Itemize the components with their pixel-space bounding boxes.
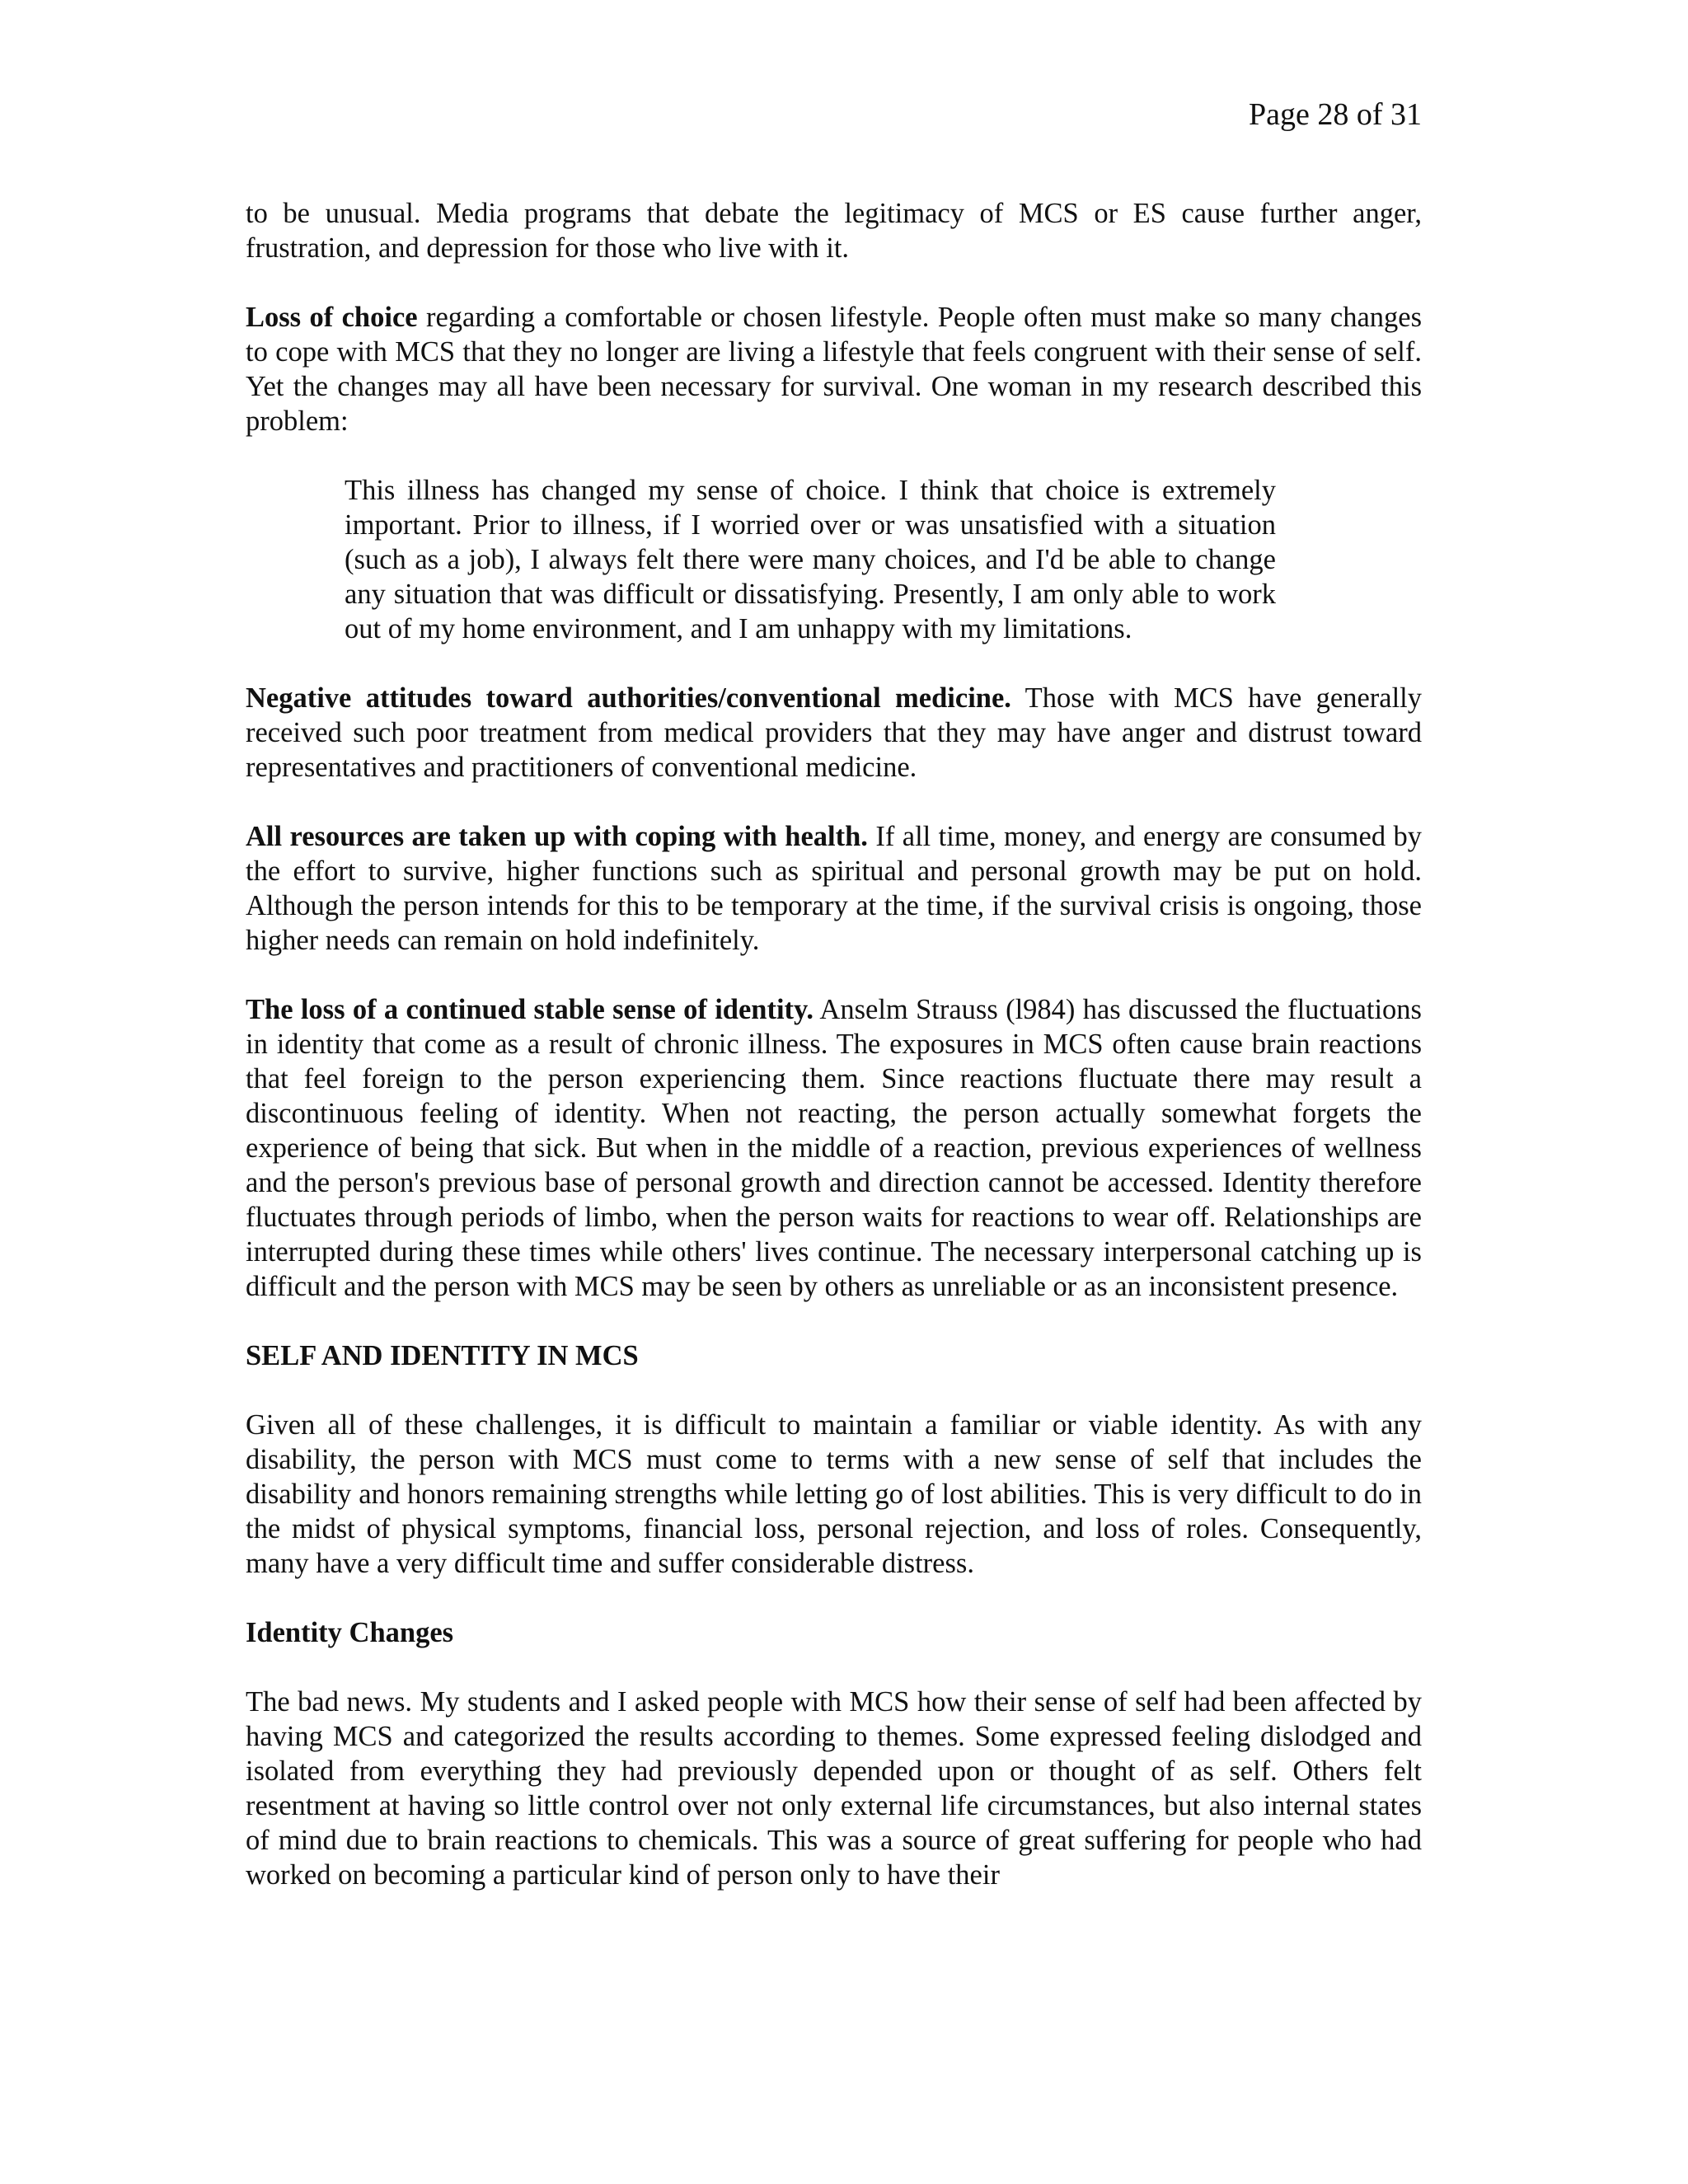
paragraph-text: Anselm Strauss (l984) has discussed the fluctuations in identity that come as a result of chronic illness. The exposures in MCS often cause brain reactions that feel foreign to the person experiencing them. Since reactions fluctuate there may result a discontinuous feeling of identity. When not reacting, the person actually somewhat forgets the experience of being that sick. But when in the middle of a reaction, previous experiences of wellness and the person's previous base of personal growth and direction cannot be accessed. Identity therefore fluctuates through periods of limbo, when the person waits for reactions to wear off. Relationships are interrupted during these times while others' lives continue. The necessary interpersonal catching up is difficult and the person with MCS may be seen by others as unreliable or as an inconsistent presence. (246, 994, 1422, 1302)
paragraph-text: If all time, money, and energy are consumed by the effort to survive, higher functions such as spiritual and personal growth may be put on hold. Although the person intends for this to be temporary at the time, if the survival crisis is ongoing, those higher needs can remain on hold indefinitely. (246, 821, 1422, 956)
paragraph-lead-bold: Loss of choice (246, 302, 418, 333)
block-quote: This illness has changed my sense of choice. I think that choice is extremely important. Prior to illness, if I worried over or was unsatisfied with a situation (such as a job), I always felt there were many choices, and I'd be able to change any situation that was difficult or dissatisfying. Presently, I am only able to work out of my home environment, and I am unhappy with my limitations. (345, 475, 1276, 644)
paragraph-text: Those with MCS have generally received such poor treatment from medical providers that they may have anger and distrust toward representatives and practitioners of conventional medicine. (246, 682, 1422, 783)
paragraph-continuation: to be unusual. Media programs that debate the legitimacy of MCS or ES cause further anger, frustration, and depression for those who live with it. (246, 198, 1422, 264)
paragraph-all-resources (246, 819, 1422, 958)
paragraph-loss-of-identity (246, 992, 1422, 1304)
paragraph-bad-news: The bad news. My students and I asked people with MCS how their sense of self had been affected by having MCS and categorized the results according to themes. Some expressed feeling dislodged and isolated from everything they had previously depended upon or thought of as self. Others felt resentment at having so little control over not only external life circumstances, but also internal states of mind due to brain reactions to chemicals. This was a source of great suffering for people who had worked on becoming a particular kind of person only to have their (246, 1686, 1422, 1891)
paragraph-self-identity: Given all of these challenges, it is difficult to maintain a familiar or viable identity. As with any disability, the person with MCS must come to terms with a new sense of self that includes the disability and honors remaining strengths while letting go of lost abilities. This is very difficult to do in the midst of physical symptoms, financial loss, personal rejection, and loss of roles. Consequently, many have a very difficult time and suffer considerable distress. (246, 1409, 1422, 1579)
paragraph-negative-attitudes (246, 681, 1422, 785)
subsection-heading: Identity Changes (246, 1617, 454, 1648)
section-heading: SELF AND IDENTITY IN MCS (246, 1340, 639, 1371)
paragraph-lead-bold: The loss of a continued stable sense of identity. (246, 994, 814, 1025)
page-number: Page 28 of 31 (1248, 97, 1422, 132)
paragraph-text: regarding a comfortable or chosen lifestyle. People often must make so many changes to cope with MCS that they no longer are living a lifestyle that feels congruent with their sense of self. Yet the changes may all have been necessary for survival. One woman in my research described this problem: (246, 302, 1422, 437)
paragraph-lead-bold: Negative attitudes toward authorities/conventional medicine. (246, 682, 1011, 714)
paragraph-lead-bold: All resources are taken up with coping with health. (246, 821, 868, 852)
paragraph-loss-of-choice (246, 300, 1422, 438)
document-body (246, 196, 1422, 1927)
